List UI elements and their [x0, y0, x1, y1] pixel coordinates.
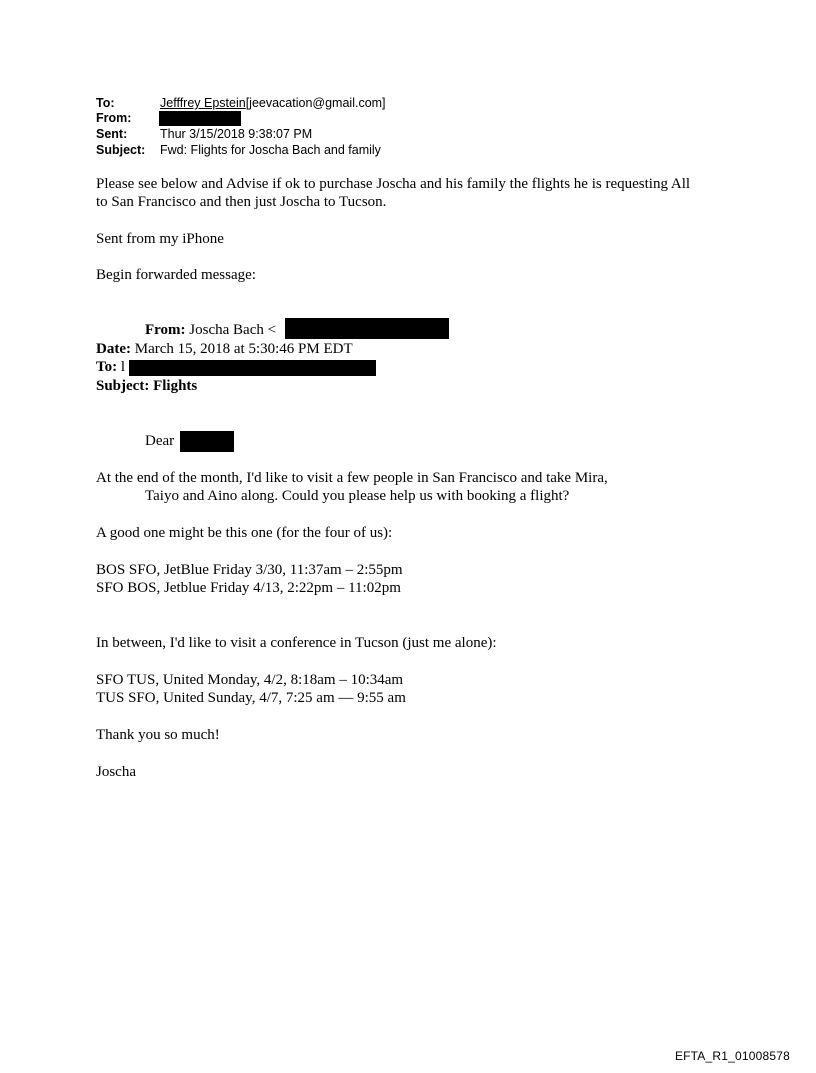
- fwd-date-label: Date:: [96, 341, 131, 357]
- flight-family-2: SFO BOS, Jetblue Friday 4/13, 2:22pm – 11:02pm: [96, 580, 401, 596]
- signature: Joscha: [96, 764, 136, 780]
- greeting: Dear: [145, 433, 175, 449]
- para3: In between, I'd like to visit a conference in Tucson (just me alone):: [96, 635, 497, 651]
- from-label: From:: [96, 111, 132, 125]
- para1-line-1: At the end of the month, I'd like to visit a few people in San Francisco and take Mira,: [96, 470, 608, 486]
- fwd-date-line: [96, 340, 353, 358]
- flight-solo-1: SFO TUS, United Monday, 4/2, 8:18am – 10:34am: [96, 672, 404, 688]
- thanks-line: Thank you so much!: [96, 727, 220, 743]
- fwd-subject-line: [96, 377, 197, 395]
- to-label: To:: [96, 96, 115, 110]
- fwd-subject-value: Flights: [153, 378, 198, 394]
- redaction-greeting-name: [180, 431, 234, 452]
- flight-family-1: BOS SFO, JetBlue Friday 3/30, 11:37am – 2:55pm: [96, 562, 403, 578]
- subject-label: Subject:: [96, 143, 146, 157]
- redaction-from: [159, 111, 241, 126]
- fwd-subject-label: Subject:: [96, 378, 150, 394]
- to-value: [160, 96, 386, 111]
- fwd-date-value: March 15, 2018 at 5:30:46 PM EDT: [134, 341, 353, 357]
- to-value-email: [jeevacation@gmail.com]: [245, 96, 386, 110]
- subject-value: Fwd: Flights for Joscha Bach and family: [160, 143, 381, 157]
- flight-solo-2: TUS SFO, United Sunday, 4/7, 7:25 am — 9:55 am: [96, 690, 406, 706]
- sent-from-line: Sent from my iPhone: [96, 231, 224, 247]
- sent-value: Thur 3/15/2018 9:38:07 PM: [160, 127, 313, 141]
- document-id: EFTA_R1_01008578: [674, 1049, 790, 1063]
- email-header: [96, 96, 696, 158]
- begin-forwarded-line: Begin forwarded message:: [96, 267, 256, 283]
- fwd-from-label: From:: [145, 322, 186, 338]
- to-value-name: Jefffrey Epstein: [160, 96, 246, 110]
- intro-line-1: Please see below and Advise if ok to purchase Joscha and his family the flights he is requesting All: [96, 176, 691, 192]
- sent-label: Sent:: [96, 127, 128, 141]
- redaction-fwd-to: [129, 360, 376, 376]
- redaction-fwd-from: [285, 318, 449, 339]
- para1-line-2: Taiyo and Aino along. Could you please help us with booking a flight?: [145, 488, 570, 504]
- fwd-from-line: [145, 321, 276, 339]
- fwd-to-line: [96, 358, 125, 376]
- fwd-from-value: Joscha Bach <: [189, 322, 277, 338]
- fwd-to-label: To:: [96, 359, 118, 375]
- fwd-to-value: l: [120, 359, 126, 375]
- intro-line-2: to San Francisco and then just Joscha to Tucson.: [96, 194, 387, 210]
- para2: A good one might be this one (for the four of us):: [96, 525, 393, 541]
